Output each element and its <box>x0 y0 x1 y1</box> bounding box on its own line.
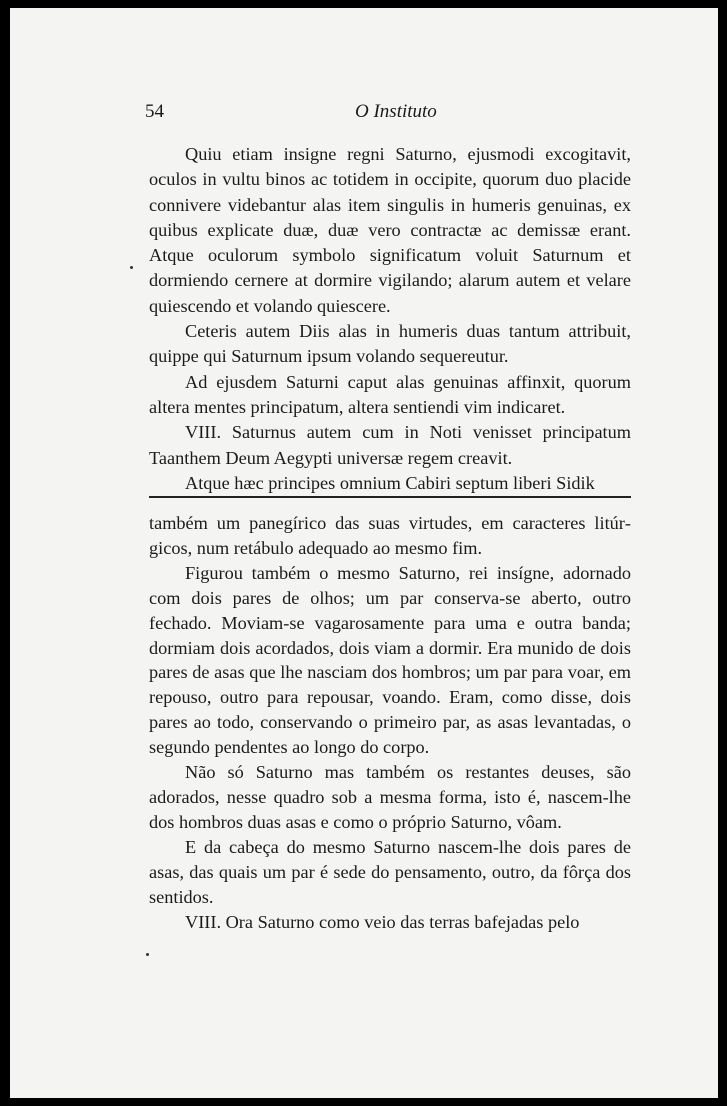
portuguese-paragraph-3: Não só Saturno mas também os restantes deuses, são adorados, nesse quadro sob a mesma forma, isto é, nascem-lhe dos hombros duas asas e como o próprio Saturno, vôam. <box>149 762 631 832</box>
ink-speck <box>130 266 133 269</box>
latin-paragraph-4: VIII. Saturnus autem cum in Noti venisset principatum Taanthem Deum Aegypti universæ regem creavit. <box>149 422 631 468</box>
latin-paragraph-1: Quiu etiam insigne regni Saturno, ejusmodi excogitavit, oculos in vultu binos ac totidem in occipite, quorum duo placide connivere videbantur alas item singulis in humeris genuinas, ex quibus explicate duæ, duæ vero contractæ ac demissæ erant. Atque oculorum symbolo significatum voluit Saturnum et dormiendo cernere at dormire vigilando; alarum autem et velare quiescendo et volando quiescere. <box>149 144 631 316</box>
portuguese-paragraph-2: Figurou também o mesmo Saturno, rei insígne, adornado com dois pares de olhos; um par conserva-se aberto, outro fechado. Moviam-se vagarosamente para uma e outra banda; dormiam dois acordados, dois viam a dormir. Era munido de dois pares de asas que lhe nasciam dos hombros; um par para voar, em repouso, outro para repousar, voando. Eram, como disse, dois pares ao todo, conservando o primeiro par, as asas levantadas, o segundo pendentes ao longo do corpo. <box>149 562 631 758</box>
portuguese-paragraph-5: VIII. Ora Saturno como veio das terras bafejadas pelo <box>185 911 580 932</box>
portuguese-text-block <box>149 511 631 934</box>
page-header <box>145 101 630 131</box>
ink-speck <box>146 953 149 956</box>
latin-paragraph-5: Atque hæc principes omnium Cabiri septum liberi Sidik <box>185 472 595 493</box>
section-separator-rule <box>149 496 631 498</box>
portuguese-paragraph-1: também um panegírico das suas virtudes, em caracteres litúrgicos, num retábulo adequado ao mesmo fim. <box>149 513 631 558</box>
latin-text-block <box>149 142 631 496</box>
portuguese-paragraph-4: E da cabeça do mesmo Saturno nascem-lhe dois pares de asas, das quais um par é sede do pensamento, outro, da fôrça dos sentidos. <box>149 836 631 907</box>
latin-paragraph-2: Ceteris autem Diis alas in humeris duas tantum attribuit, quippe qui Saturnum ipsum volando sequereutur. <box>149 321 631 367</box>
page-number: 54 <box>145 101 164 122</box>
book-page <box>10 8 718 1098</box>
running-title: O Instituto <box>355 101 437 122</box>
latin-paragraph-3: Ad ejusdem Saturni caput alas genuinas affinxit, quorum altera mentes principatum, altera sentiendi vim indicaret. <box>149 371 631 417</box>
